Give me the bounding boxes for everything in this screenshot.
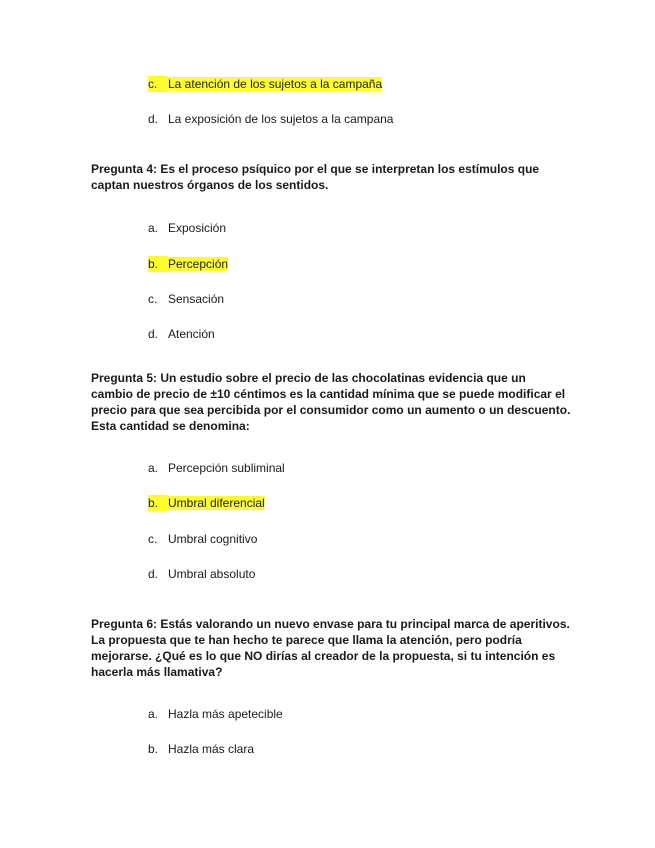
option-text: Umbral cognitivo [168,532,258,546]
option-text: La exposición de los sujetos a la campana [168,112,394,126]
question-6: Pregunta 6: Estás valorando un nuevo envase para tu principal marca de aperitivos. La propuesta que te han hecho te parece que llama la atención, pero podría mejorarse. ¿Qué es lo que NO dirías al creador de la propuesta, si tu intención es hacerla más llamativa? [91,617,570,679]
option-letter: c. [148,76,168,92]
q4-option-a [148,220,226,236]
q5-option-a [148,460,285,476]
option-text: Percepción [168,257,229,271]
option-text: Hazla más clara [168,742,255,756]
option-text: Sensación [168,292,225,306]
option-letter: a. [148,221,159,235]
q3-option-c [148,76,382,92]
q6-option-b [148,741,254,757]
q5-option-c [148,531,257,547]
q5-option-b [148,495,265,511]
option-text: La atención de los sujetos a la campaña [168,77,383,91]
option-text: Exposición [168,221,227,235]
option-letter: b. [148,495,168,511]
option-text: Percepción subliminal [168,461,285,475]
q6-option-a [148,706,283,722]
q4-option-c [148,291,224,307]
option-text: Umbral diferencial [168,496,265,510]
option-letter: c. [148,292,158,306]
option-text: Hazla más apetecible [168,707,283,721]
q3-option-d [148,111,393,127]
option-letter: a. [148,461,159,475]
option-letter: b. [148,256,168,272]
option-letter: c. [148,532,158,546]
option-text: Atención [168,327,215,341]
question-4: Pregunta 4: Es el proceso psíquico por el que se interpretan los estímulos que captan nuestros órganos de los sentidos. [91,162,540,192]
option-letter: d. [148,567,159,581]
option-text: Umbral absoluto [168,567,256,581]
option-letter: a. [148,707,159,721]
option-letter: d. [148,327,159,341]
q4-option-b [148,256,228,272]
question-5: Pregunta 5: Un estudio sobre el precio de las chocolatinas evidencia que un cambio de precio de ±10 céntimos es la cantidad mínima que se puede modificar el precio para que sea percibida por el consumidor como un aumento o un descuento. Esta cantidad se denomina: [91,371,571,433]
option-letter: d. [148,112,159,126]
q4-option-d [148,326,215,342]
q5-option-d [148,566,255,582]
option-letter: b. [148,742,159,756]
